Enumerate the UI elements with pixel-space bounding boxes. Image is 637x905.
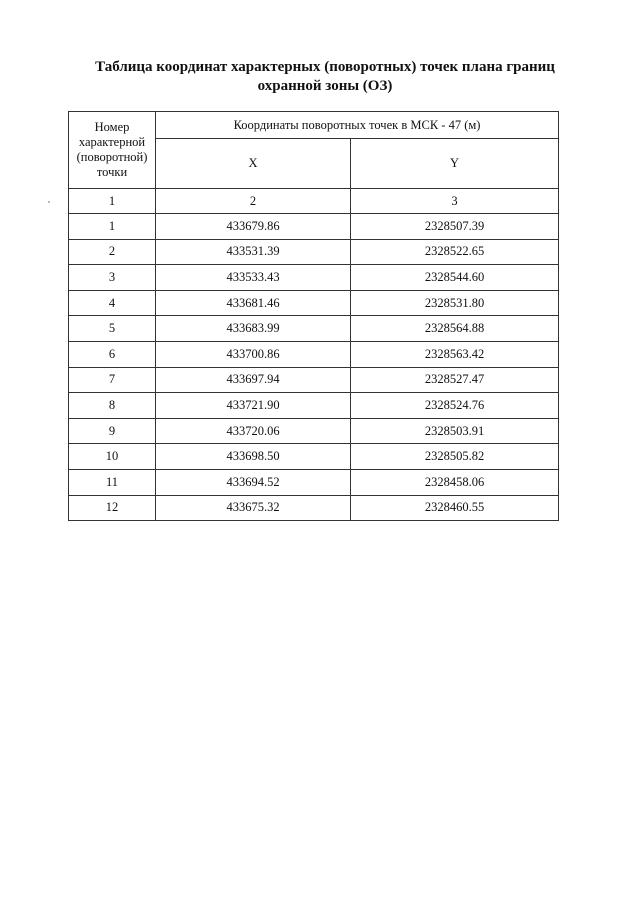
point-number-cell: 7 (69, 367, 156, 393)
x-column-header: X (156, 139, 351, 189)
column-index-2: 2 (156, 189, 351, 214)
x-coordinate-cell: 433683.99 (156, 316, 351, 342)
table-row (69, 393, 559, 419)
point-number-cell: 5 (69, 316, 156, 342)
x-coordinate-cell: 433700.86 (156, 341, 351, 367)
table-row (69, 495, 559, 521)
x-coordinate-cell: 433533.43 (156, 265, 351, 291)
column-index-1: 1 (69, 189, 156, 214)
point-number-cell: 8 (69, 393, 156, 419)
table-row (69, 418, 559, 444)
table-row (69, 316, 559, 342)
point-number-cell: 3 (69, 265, 156, 291)
table-row (69, 341, 559, 367)
y-coordinate-cell: 2328531.80 (351, 290, 559, 316)
point-number-header: Номер характерной (поворотной) точки (69, 112, 156, 189)
table-row (69, 214, 559, 240)
x-coordinate-cell: 433694.52 (156, 469, 351, 495)
point-number-cell: 9 (69, 418, 156, 444)
coordinates-group-header: Координаты поворотных точек в МСК - 47 (м) (156, 112, 559, 139)
point-number-cell: 11 (69, 469, 156, 495)
y-coordinate-cell: 2328563.42 (351, 341, 559, 367)
coordinates-table-body (69, 214, 559, 521)
y-coordinate-cell: 2328505.82 (351, 444, 559, 470)
document-title-line-2: охранной зоны (ОЗ) (257, 78, 393, 94)
x-coordinate-cell: 433675.32 (156, 495, 351, 521)
x-coordinate-cell: 433720.06 (156, 418, 351, 444)
coordinates-table (68, 111, 559, 521)
point-number-cell: 1 (69, 214, 156, 240)
table-row (69, 265, 559, 291)
y-coordinate-cell: 2328503.91 (351, 418, 559, 444)
x-coordinate-cell: 433697.94 (156, 367, 351, 393)
x-coordinate-cell: 433679.86 (156, 214, 351, 240)
x-coordinate-cell: 433698.50 (156, 444, 351, 470)
x-coordinate-cell: 433681.46 (156, 290, 351, 316)
table-row (69, 469, 559, 495)
y-coordinate-cell: 2328527.47 (351, 367, 559, 393)
y-coordinate-cell: 2328522.65 (351, 239, 559, 265)
y-coordinate-cell: 2328524.76 (351, 393, 559, 419)
document-title (70, 58, 580, 96)
table-row (69, 290, 559, 316)
y-coordinate-cell: 2328544.60 (351, 265, 559, 291)
y-column-header: Y (351, 139, 559, 189)
x-coordinate-cell: 433531.39 (156, 239, 351, 265)
coordinates-table-header (69, 112, 559, 214)
table-row (69, 444, 559, 470)
point-number-cell: 6 (69, 341, 156, 367)
y-coordinate-cell: 2328564.88 (351, 316, 559, 342)
point-number-cell: 12 (69, 495, 156, 521)
table-row (69, 239, 559, 265)
point-number-cell: 10 (69, 444, 156, 470)
column-index-3: 3 (351, 189, 559, 214)
y-coordinate-cell: 2328507.39 (351, 214, 559, 240)
table-row (69, 367, 559, 393)
x-coordinate-cell: 433721.90 (156, 393, 351, 419)
point-number-cell: 2 (69, 239, 156, 265)
y-coordinate-cell: 2328460.55 (351, 495, 559, 521)
point-number-cell: 4 (69, 290, 156, 316)
document-title-line-1: Таблица координат характерных (поворотных) точек плана границ (95, 59, 555, 75)
y-coordinate-cell: 2328458.06 (351, 469, 559, 495)
scan-speck (48, 201, 50, 203)
